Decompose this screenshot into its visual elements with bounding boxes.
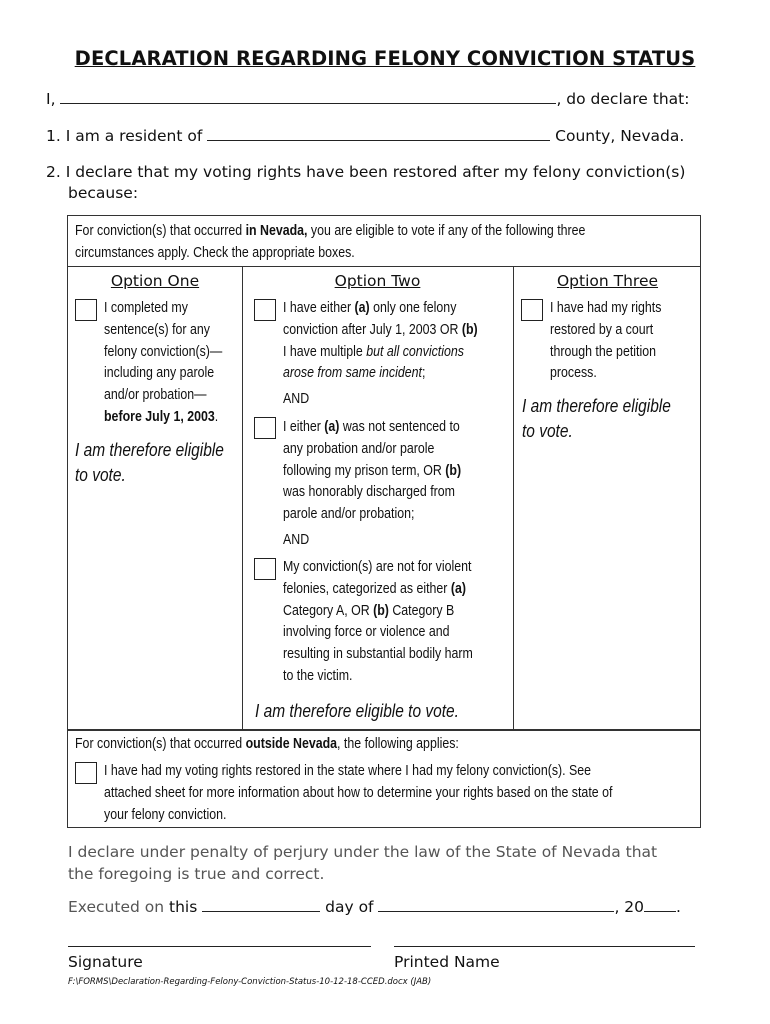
text: For conviction(s) that occurred — [75, 736, 246, 752]
page-title: DECLARATION REGARDING FELONY CONVICTION STATUS — [74, 47, 696, 70]
option-three-checkbox[interactable] — [521, 299, 543, 321]
option-two-checkbox-c[interactable] — [254, 558, 276, 580]
text-bold: (b) — [445, 462, 462, 479]
text: Category A, OR — [283, 602, 374, 619]
option-two-text-b — [283, 417, 515, 552]
conviction-options-box — [67, 215, 701, 828]
option-two-heading: Option Two — [334, 272, 421, 290]
perjury-line: the foregoing is true and correct. — [68, 865, 325, 883]
outside-nevada-text — [104, 761, 715, 826]
item-2-line-1: I declare that my voting rights have been restored after my felony conviction(s) — [65, 163, 686, 181]
option-two-checkbox-b[interactable] — [254, 417, 276, 439]
text-line: I completed my — [104, 300, 188, 316]
text-line: My conviction(s) are not for violent — [283, 559, 472, 575]
intro-suffix: , do declare that: — [556, 90, 690, 108]
text-bold: (b) — [373, 602, 389, 619]
text-bold: before July 1, 2003 — [104, 408, 215, 425]
printed-name-label: Printed Name — [394, 953, 500, 971]
and-label: AND — [283, 391, 310, 408]
text-italic: arose from same incident — [283, 365, 422, 382]
text-line: resulting in substantial bodily harm — [283, 646, 473, 663]
text-line: any probation and/or parole — [283, 440, 435, 457]
text-line: to the victim. — [283, 667, 353, 684]
text-line: I have had my voting rights restored in the state where I had my felony conviction(s). See — [104, 763, 592, 779]
text: this — [164, 898, 203, 916]
nevada-header-text: For conviction(s) that occurred — [75, 223, 246, 239]
text-italic: but all convictions — [366, 343, 464, 360]
option-three-text — [550, 298, 696, 385]
text: , the following applies: — [337, 736, 459, 752]
county-field[interactable] — [207, 126, 550, 141]
executed-year-field[interactable] — [644, 897, 676, 912]
text: following my prison term, OR — [283, 462, 446, 479]
text: only one felony — [369, 300, 457, 316]
text-bold: (b) — [461, 321, 478, 338]
item-1-prefix: I am a resident of — [65, 127, 203, 145]
text-bold: outside Nevada — [245, 736, 338, 752]
item-2 — [46, 163, 685, 181]
option-one-eligible — [75, 438, 247, 488]
intro-line — [46, 89, 689, 108]
column-divider — [242, 266, 243, 729]
signature-field[interactable] — [68, 946, 371, 947]
eligible-line: I am therefore eligible — [75, 440, 224, 460]
divider — [68, 266, 700, 267]
item-1 — [46, 126, 684, 145]
text-end: . — [214, 408, 219, 425]
printed-name-field[interactable] — [394, 946, 695, 947]
text-line: restored by a court — [550, 321, 654, 338]
text-bold: (a) — [450, 580, 466, 597]
divider — [68, 729, 700, 731]
text-line: process. — [550, 365, 597, 382]
nevada-header-text-2: you are eligible to vote if any of the following three — [307, 223, 586, 239]
text-line: and/or probation— — [104, 387, 207, 404]
text: day of — [320, 898, 379, 916]
text-bold: (a) — [354, 300, 370, 316]
option-two-text-a — [283, 298, 515, 411]
text-line: was honorably discharged from — [283, 484, 455, 501]
text: I have either — [283, 300, 355, 316]
text-line: parole and/or probation; — [283, 506, 415, 523]
eligible-line: I am therefore eligible — [522, 396, 671, 416]
option-one-text — [104, 298, 242, 429]
option-three-eligible — [522, 394, 694, 444]
text: , 20 — [614, 898, 645, 916]
nevada-header-text-3: circumstances apply. Check the appropriate boxes. — [75, 245, 355, 261]
executed-month-field[interactable] — [378, 897, 614, 912]
perjury-line: I declare under penalty of perjury under the law of the State of Nevada that — [68, 843, 658, 861]
eligible-line: to vote. — [75, 465, 126, 485]
option-two-checkbox-a[interactable] — [254, 299, 276, 321]
option-one-heading: Option One — [110, 272, 200, 290]
text: felonies, categorized as either — [283, 580, 451, 597]
declarant-name-field[interactable] — [60, 89, 556, 104]
eligible-line: to vote. — [522, 421, 573, 441]
option-one-checkbox[interactable] — [75, 299, 97, 321]
text: I have multiple — [283, 343, 367, 360]
option-two-text-c — [283, 557, 524, 688]
outside-nevada-checkbox[interactable] — [75, 762, 97, 784]
text: ; — [421, 365, 426, 382]
text: Category B — [388, 602, 455, 619]
item-1-suffix: County, Nevada. — [555, 127, 685, 145]
text: I either — [283, 419, 325, 435]
nevada-header-bold: in Nevada, — [245, 223, 308, 239]
text-line: through the petition — [550, 343, 656, 360]
text: conviction after July 1, 2003 OR — [283, 321, 462, 338]
text-line: your felony conviction. — [104, 806, 227, 823]
executed-label: Executed on — [68, 898, 165, 916]
option-two-eligible: I am therefore eligible to vote. — [255, 701, 459, 721]
executed-day-field[interactable] — [202, 897, 320, 912]
text-line: sentence(s) for any — [104, 321, 210, 338]
text-line: felony conviction(s)— — [104, 343, 223, 360]
text-line: I have had my rights — [550, 300, 662, 316]
item-2-line-2: because: — [68, 184, 139, 202]
footer-file-path: F:\FORMS\Declaration-Regarding-Felony-Conviction-Status-10-12-18-CCED.docx (JAB) — [68, 977, 432, 987]
text-bold: (a) — [324, 419, 340, 435]
perjury-statement — [68, 841, 657, 885]
signature-label: Signature — [68, 953, 143, 971]
executed-line — [68, 897, 681, 916]
item-2-number: 2. — [46, 163, 61, 181]
and-label: AND — [283, 531, 310, 548]
text: . — [676, 898, 681, 916]
option-three-heading: Option Three — [556, 272, 659, 290]
text-line: including any parole — [104, 365, 215, 382]
text-line: involving force or violence and — [283, 624, 450, 641]
nevada-header — [75, 220, 694, 264]
outside-nevada-header — [75, 734, 694, 756]
text-line: attached sheet for more information about how to determine your rights based on the state of — [104, 784, 613, 801]
intro-prefix: I, — [46, 90, 56, 108]
item-1-number: 1. — [46, 127, 61, 145]
text: was not sentenced to — [339, 419, 460, 435]
